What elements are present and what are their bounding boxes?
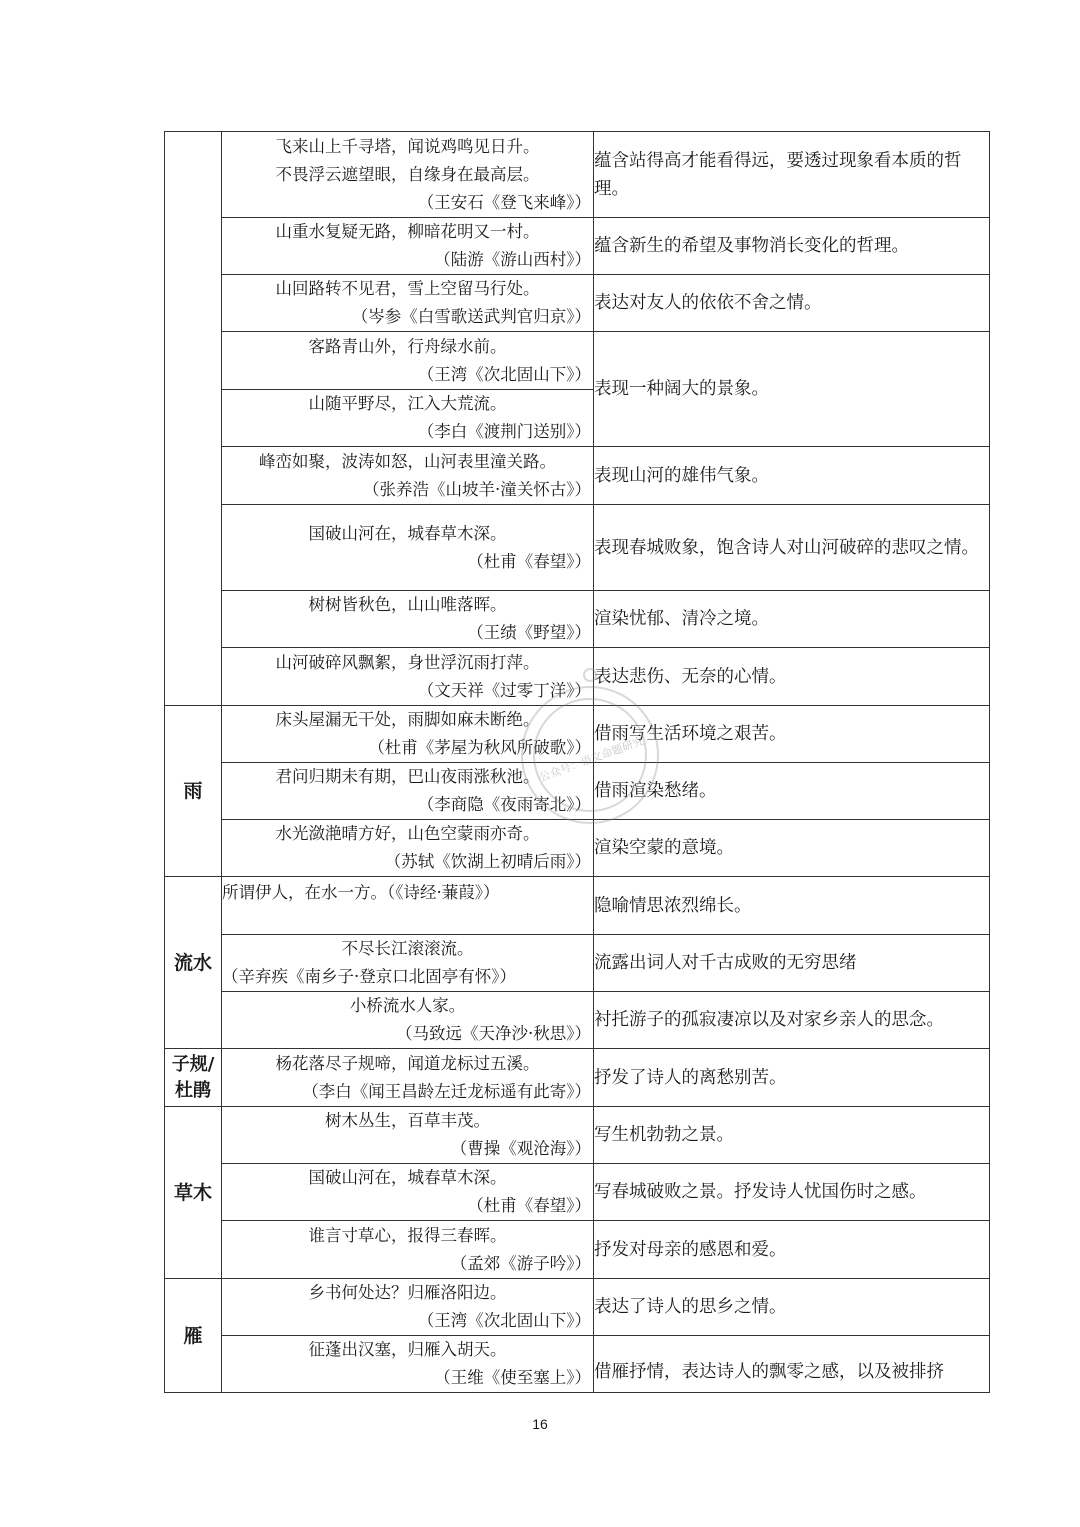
poem-source: （杜甫《春望》） <box>467 551 591 571</box>
meaning-cell: 抒发了诗人的离愁别苦。 <box>594 1049 990 1107</box>
meaning-cell: 渲染空蒙的意境。 <box>594 820 990 877</box>
poem-source: （马致远《天净沙·秋思》） <box>396 1024 591 1043</box>
table-row <box>165 505 990 591</box>
category-cell-cuckoo: 子规/杜鹃 <box>165 1049 222 1107</box>
table-row <box>165 877 990 935</box>
poetry-imagery-table <box>164 131 990 1393</box>
meaning-cell: 表现一种阔大的景象。 <box>594 332 990 447</box>
poem-cell <box>222 132 594 218</box>
poem-line: 杨花落尽子规啼，闻道龙标过五溪。 <box>275 1053 540 1073</box>
poem-line: 谁言寸草心，报得三春晖。 <box>308 1225 507 1245</box>
poem-cell <box>222 1221 594 1279</box>
poem-source: （苏轼《饮湖上初晴后雨》） <box>384 852 591 871</box>
meaning-cell: 借雁抒情，表达诗人的飘零之感，以及被排挤 <box>594 1336 990 1393</box>
poem-source: （李白《闻王昌龄左迁龙标遥有此寄》） <box>302 1081 591 1101</box>
poem-line: 山回路转不见君，雪上空留马行处。 <box>275 279 540 298</box>
poem-cell <box>222 820 594 877</box>
table-row <box>165 1107 990 1164</box>
poem-line: 小桥流水人家。 <box>349 996 466 1015</box>
poem-line: 不畏浮云遮望眼，自缘身在最高层。 <box>275 164 540 184</box>
table-row <box>165 1279 990 1336</box>
poem-line: 飞来山上千寻塔，闻说鸡鸣见日升。 <box>275 136 540 156</box>
poem-source: （李白《渡荆门送别》） <box>417 422 591 441</box>
poem-cell <box>222 1049 594 1107</box>
poem-cell <box>222 218 594 275</box>
poem-line: 水光潋滟晴方好，山色空蒙雨亦奇。 <box>275 824 540 843</box>
meaning-cell: 写春城破败之景。抒发诗人忧国伤时之感。 <box>594 1164 990 1221</box>
meaning-cell: 借雨写生活环境之艰苦。 <box>594 706 990 763</box>
poem-cell <box>222 1279 594 1336</box>
poem-cell <box>222 992 594 1049</box>
poem-cell <box>222 591 594 648</box>
poem-source: （陆游《游山西村》） <box>434 250 591 269</box>
table-row <box>165 820 990 877</box>
poem-source: （王湾《次北固山下》） <box>417 364 591 384</box>
table-row <box>165 706 990 763</box>
table-row <box>165 935 990 992</box>
watermark-text: 公众号：语文命题研究 <box>537 734 646 785</box>
poem-line: 山随平野尽，江入大荒流。 <box>308 394 507 413</box>
meaning-cell: 蕴含新生的希望及事物消长变化的哲理。 <box>594 218 990 275</box>
poem-line: 国破山河在，城春草木深。 <box>308 523 507 543</box>
table-row <box>165 1164 990 1221</box>
poem-cell <box>222 877 594 935</box>
poem-source: （文天祥《过零丁洋》） <box>417 680 591 700</box>
poem-line: 树木丛生，百草丰茂。 <box>325 1111 490 1130</box>
poem-cell <box>222 332 594 390</box>
meaning-cell: 蕴含站得高才能看得远，要透过现象看本质的哲理。 <box>594 132 990 218</box>
table-row <box>165 992 990 1049</box>
category-cell-mountain <box>165 132 222 706</box>
poem-cell <box>222 447 594 505</box>
poem-cell <box>222 648 594 706</box>
poem-source: （张养浩《山坡羊·潼关怀古》） <box>363 479 591 499</box>
poem-cell <box>222 275 594 332</box>
poem-source: （辛弃疾《南乡子·登京口北固亭有怀》） <box>222 967 516 986</box>
meaning-cell: 表达了诗人的思乡之情。 <box>594 1279 990 1336</box>
meaning-cell: 表达对友人的依依不舍之情。 <box>594 275 990 332</box>
category-cell-goose: 雁 <box>165 1279 222 1393</box>
category-cell-grass: 草木 <box>165 1107 222 1279</box>
poem-source: （岑参《白雪歌送武判官归京》） <box>351 307 591 326</box>
poem-source: （王维《使至塞上》） <box>434 1368 591 1387</box>
poem-line: 床头屋漏无干处，雨脚如麻未断绝。 <box>275 710 540 729</box>
poem-line: 客路青山外，行舟绿水前。 <box>308 336 507 356</box>
meaning-cell: 隐喻情思浓烈绵长。 <box>594 877 990 935</box>
table-row <box>165 591 990 648</box>
poem-line: 树树皆秋色，山山唯落晖。 <box>308 595 507 614</box>
meaning-cell: 表达悲伤、无奈的心情。 <box>594 648 990 706</box>
table-row <box>165 275 990 332</box>
poem-cell <box>222 1164 594 1221</box>
meaning-cell: 写生机勃勃之景。 <box>594 1107 990 1164</box>
meaning-cell: 流露出词人对千古成败的无穷思绪 <box>594 935 990 992</box>
poem-cell <box>222 390 594 447</box>
poem-source: （王安石《登飞来峰》） <box>417 192 591 212</box>
meaning-cell: 渲染忧郁、清冷之境。 <box>594 591 990 648</box>
poem-line: 乡书何处达？归雁洛阳边。 <box>308 1283 507 1302</box>
poem-line: 所谓伊人，在水一方。（《诗经·蒹葭》） <box>222 883 500 902</box>
poem-source: （王湾《次北固山下》） <box>417 1311 591 1330</box>
table-row <box>165 1049 990 1107</box>
table-row <box>165 447 990 505</box>
poem-cell <box>222 763 594 820</box>
category-cell-water: 流水 <box>165 877 222 1049</box>
poem-cell <box>222 935 594 992</box>
poem-source: （杜甫《茅屋为秋风所破歌》） <box>368 738 591 757</box>
poem-source: （李商隐《夜雨寄北》） <box>417 795 591 814</box>
meaning-cell: 抒发对母亲的感恩和爱。 <box>594 1221 990 1279</box>
table-row <box>165 648 990 706</box>
poem-source: （孟郊《游子吟》） <box>450 1253 591 1273</box>
poem-source: （曹操《观沧海》） <box>450 1139 591 1158</box>
poem-line: 国破山河在，城春草木深。 <box>308 1168 507 1187</box>
meaning-cell: 借雨渲染愁绪。 <box>594 763 990 820</box>
category-cell-rain: 雨 <box>165 706 222 877</box>
table-row <box>165 218 990 275</box>
table-row <box>165 763 990 820</box>
meaning-cell: 衬托游子的孤寂凄凉以及对家乡亲人的思念。 <box>594 992 990 1049</box>
poem-line: 山重水复疑无路，柳暗花明又一村。 <box>275 222 540 241</box>
poem-line: 山河破碎风飘絮，身世浮沉雨打萍。 <box>275 652 540 672</box>
page-number: 16 <box>532 1416 548 1432</box>
poem-source: （王绩《野望》） <box>467 623 591 642</box>
meaning-cell: 表现山河的雄伟气象。 <box>594 447 990 505</box>
poem-cell <box>222 505 594 591</box>
poem-cell <box>222 706 594 763</box>
poem-line: 君问归期未有期，巴山夜雨涨秋池。 <box>275 767 540 786</box>
poem-source: （杜甫《春望》） <box>467 1196 591 1215</box>
table-row <box>165 132 990 218</box>
poem-line: 不尽长江滚滚流。 <box>341 939 474 958</box>
poem-line: 征蓬出汉塞，归雁入胡天。 <box>308 1340 507 1359</box>
table-row <box>165 1221 990 1279</box>
poem-cell <box>222 1107 594 1164</box>
meaning-cell: 表现春城败象，饱含诗人对山河破碎的悲叹之情。 <box>594 505 990 591</box>
table-row <box>165 332 990 390</box>
table-row <box>165 1336 990 1393</box>
poem-line: 峰峦如聚，波涛如怒，山河表里潼关路。 <box>259 451 556 471</box>
poem-cell <box>222 1336 594 1393</box>
